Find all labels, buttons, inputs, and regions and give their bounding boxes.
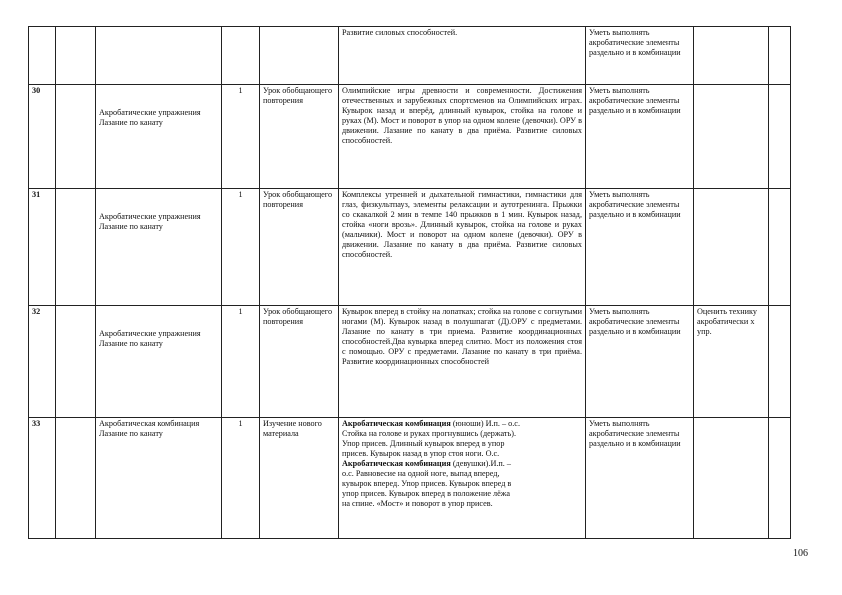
content-line: присев. Кувырок назад в упор стоя ноги. О.с.	[342, 449, 500, 458]
cell-date	[56, 27, 96, 85]
cell-num	[29, 27, 56, 85]
cell-date	[56, 306, 96, 418]
table-row	[29, 306, 791, 418]
lesson-plan-table	[28, 26, 791, 539]
cell-hours	[222, 27, 260, 85]
lesson-content	[339, 418, 586, 539]
content-bold: Акробатическая комбинация	[342, 419, 451, 428]
lesson-number: 31	[29, 189, 56, 306]
cell-extra	[769, 85, 791, 189]
content-line	[342, 459, 582, 469]
lesson-hours: 1	[222, 418, 260, 539]
content-text: (девушки).И.п. –	[450, 459, 511, 468]
lesson-control	[694, 85, 769, 189]
content-bold: Акробатическая комбинация	[342, 459, 451, 468]
content-text: (юноши) И.п. – о.с.	[450, 419, 520, 428]
table-row	[29, 189, 791, 306]
lesson-requirements: Уметь выполнять акробатические элементы раздельно и в комбинации	[586, 306, 694, 418]
cell-extra	[769, 189, 791, 306]
lesson-control	[694, 418, 769, 539]
lesson-control	[694, 189, 769, 306]
lesson-hours: 1	[222, 85, 260, 189]
content-line: на спине. «Мост» и поворот в упор присев.	[342, 499, 493, 508]
topic-line: Лазание по канату	[99, 429, 163, 438]
lesson-type: Изучение нового материала	[260, 418, 339, 539]
content-line: кувырок вперед. Упор присев. Кувырок вперед в	[342, 479, 512, 488]
lesson-content-text: Комплексы утренней и дыхательной гимнастики, гимнастики для глаз, физкультпауз, элементы релаксации и аутотренинга. Прыжки со скакалкой 2 мин в темпе 140 прыжков в 1 мин. Кувырок назад, стойка «ноги врозь». Длинный кувырок, стойка на голове и руках (мальчики). Мост и поворот на одном колене (девочки). ОРУ в движении. Лазание по канату в два приёма. Развитие силовых способностей.	[342, 190, 582, 259]
table-row	[29, 418, 791, 539]
table-row-continuation	[29, 27, 791, 85]
content-line: Упор присев. Длинный кувырок вперед в упор	[342, 439, 505, 448]
table-row	[29, 85, 791, 189]
lesson-type: Урок обобщающего повторения	[260, 306, 339, 418]
lesson-type: Урок обобщающего повторения	[260, 85, 339, 189]
topic-line: Лазание по канату	[99, 222, 163, 231]
topic-line: Акробатическая комбинация	[99, 419, 200, 428]
lesson-content	[339, 85, 586, 189]
page-number: 106	[793, 548, 808, 559]
cell-topic	[96, 85, 222, 189]
cell-extra	[769, 418, 791, 539]
cell-extra	[769, 27, 791, 85]
cell-topic	[96, 189, 222, 306]
topic-line: Лазание по канату	[99, 118, 163, 127]
cell-content: Развитие силовых способностей.	[339, 27, 586, 85]
content-line	[342, 419, 582, 429]
topic-line: Лазание по канату	[99, 339, 163, 348]
lesson-hours: 1	[222, 306, 260, 418]
lesson-number: 32	[29, 306, 56, 418]
content-line: Стойка на голове и руках прогнувшись (держать).	[342, 429, 517, 438]
lesson-requirements: Уметь выполнять акробатические элементы раздельно и в комбинации	[586, 189, 694, 306]
lesson-content	[339, 189, 586, 306]
cell-requirements: Уметь выполнять акробатические элементы раздельно и в комбинации	[586, 27, 694, 85]
topic-line: Акробатические упражнения	[99, 329, 201, 338]
cell-topic	[96, 306, 222, 418]
lesson-hours: 1	[222, 189, 260, 306]
lesson-content-text: Кувырок вперед в стойку на лопатках; стойка на голове с согнутыми ногами (М). Кувырок назад в полушпагат (Д).ОРУ с предметами. Лазание по канату в три приема. Развитие координационных способностей.Два кувырка вперед слитно. Мост из положения стоя с помощью. ОРУ с предметами. Лазание по канату в три приёма. Развитие координационных способностей	[342, 307, 582, 366]
lesson-number: 30	[29, 85, 56, 189]
lesson-content	[339, 306, 586, 418]
lesson-type: Урок обобщающего повторения	[260, 189, 339, 306]
cell-topic	[96, 27, 222, 85]
content-line: упор присев. Кувырок вперед в положение лёжа	[342, 489, 511, 498]
cell-topic	[96, 418, 222, 539]
cell-date	[56, 189, 96, 306]
lesson-requirements: Уметь выполнять акробатические элементы раздельно и в комбинации	[586, 85, 694, 189]
cell-extra	[769, 306, 791, 418]
cell-lesson-type	[260, 27, 339, 85]
lesson-requirements: Уметь выполнять акробатические элементы раздельно и в комбинации	[586, 418, 694, 539]
lesson-number: 33	[29, 418, 56, 539]
cell-control	[694, 27, 769, 85]
topic-line: Акробатические упражнения	[99, 212, 201, 221]
lesson-control: Оценить технику акробатически х упр.	[694, 306, 769, 418]
topic-line: Акробатические упражнения	[99, 108, 201, 117]
content-line: о.с. Равновесие на одной ноге, выпад вперед,	[342, 469, 500, 478]
cell-date	[56, 418, 96, 539]
cell-date	[56, 85, 96, 189]
lesson-content-text: Олимпийские игры древности и современности. Достижения отечественных и зарубежных спортсменов на Олимпийских играх. Кувырок назад и вперёд, длинный кувырок, стойка на голове и руках (М). Мост и поворот в упор на одном колене (девочки). ОРУ в движении. Лазание по канату в два приёма. Развитие силовых способностей.	[342, 86, 582, 145]
